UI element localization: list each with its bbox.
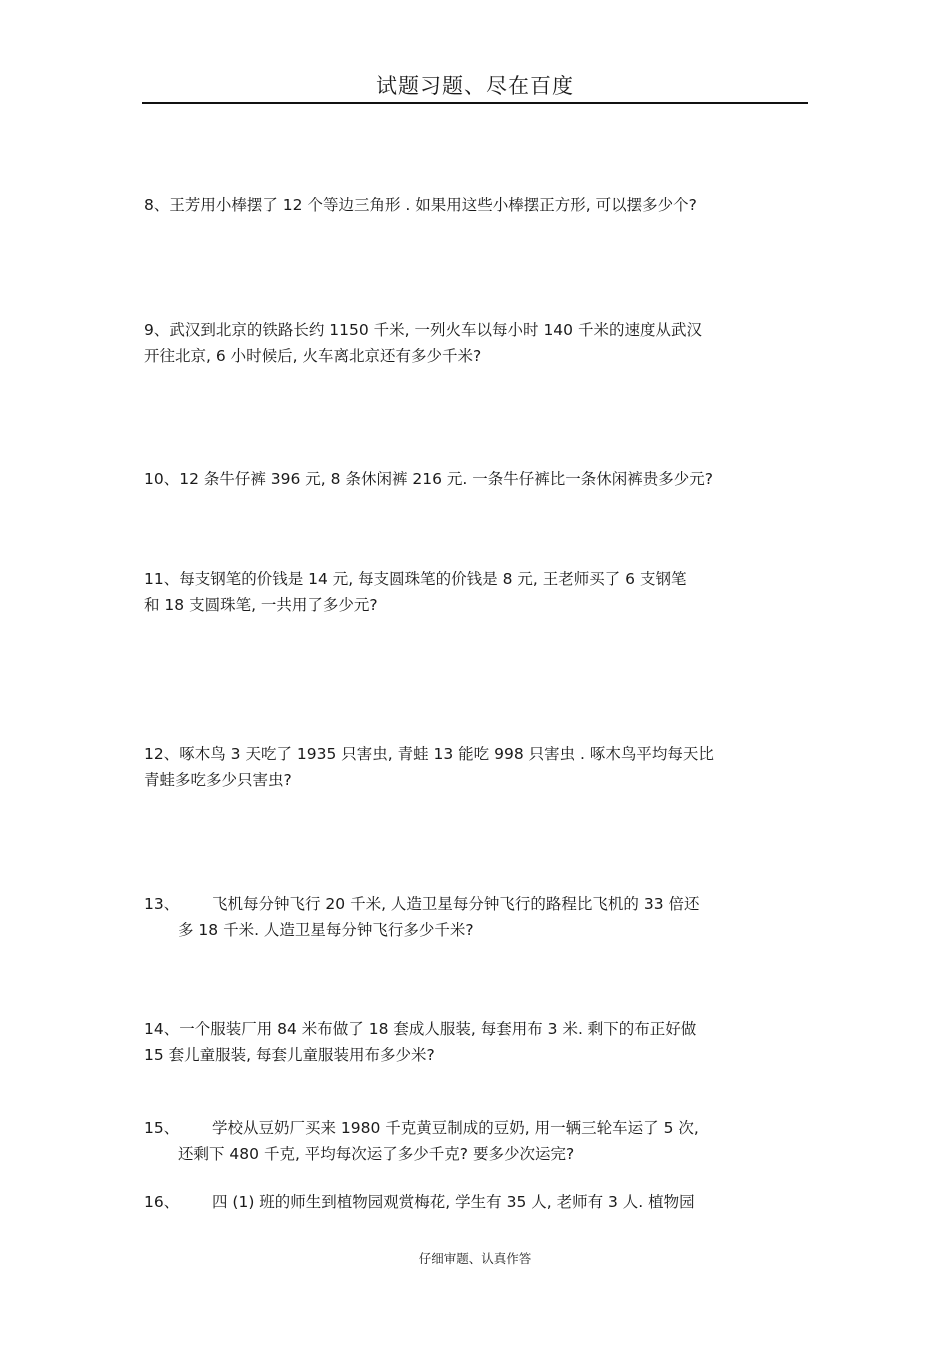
question-text: 四 (1) 班的师生到植物园观赏梅花, 学生有 35 人, 老师有 3 人. 植物园: [212, 1193, 695, 1211]
question-14: [144, 1016, 810, 1068]
question-line: 开往北京, 6 小时候后, 火车离北京还有多少千米?: [144, 347, 482, 365]
question-number: 15、: [144, 1119, 180, 1137]
question-line: 14、一个服装厂用 84 米布做了 18 套成人服装, 每套用布 3 米. 剩下的布正好做: [144, 1020, 697, 1038]
question-9: [144, 317, 810, 369]
question-11: [144, 566, 810, 618]
question-text: 学校从豆奶厂买来 1980 千克黄豆制成的豆奶, 用一辆三轮车运了 5 次,: [212, 1119, 699, 1137]
question-line: 青蛙多吃多少只害虫?: [144, 771, 292, 789]
question-line: 11、每支钢笔的价钱是 14 元, 每支圆珠笔的价钱是 8 元, 王老师买了 6 支钢笔: [144, 570, 687, 588]
header-rule: [142, 102, 808, 104]
question-line: 10、12 条牛仔裤 396 元, 8 条休闲裤 216 元. 一条牛仔裤比一条休闲裤贵多少元?: [144, 470, 713, 488]
question-number: 13、: [144, 895, 180, 913]
question-13: [144, 891, 810, 943]
question-line: 还剩下 480 千克, 平均每次运了多少千克? 要多少次运完?: [178, 1145, 575, 1163]
question-10: [144, 466, 810, 492]
page-footer: 仔细审题、认真作答: [418, 1251, 532, 1266]
question-line: 8、王芳用小棒摆了 12 个等边三角形 . 如果用这些小棒摆正方形, 可以摆多少个?: [144, 196, 697, 214]
question-line: [144, 1115, 810, 1141]
question-number: 16、: [144, 1193, 180, 1211]
question-line: 9、武汉到北京的铁路长约 1150 千米, 一列火车以每小时 140 千米的速度从武汉: [144, 321, 702, 339]
question-line: 15 套儿童服装, 每套儿童服装用布多少米?: [144, 1046, 435, 1064]
question-12: [144, 741, 810, 793]
question-text: 飞机每分钟飞行 20 千米, 人造卫星每分钟飞行的路程比飞机的 33 倍还: [212, 895, 700, 913]
question-line: 和 18 支圆珠笔, 一共用了多少元?: [144, 596, 378, 614]
question-line: 多 18 千米. 人造卫星每分钟飞行多少千米?: [178, 921, 474, 939]
page-header-title: 试题习题、尽在百度: [376, 74, 574, 98]
question-15: [144, 1115, 810, 1167]
question-line: [144, 891, 810, 917]
question-8: [144, 192, 810, 218]
question-line: 12、啄木鸟 3 天吃了 1935 只害虫, 青蛙 13 能吃 998 只害虫 . 啄木鸟平均每天比: [144, 745, 714, 763]
question-line: [144, 1189, 810, 1215]
question-16: [144, 1189, 810, 1215]
